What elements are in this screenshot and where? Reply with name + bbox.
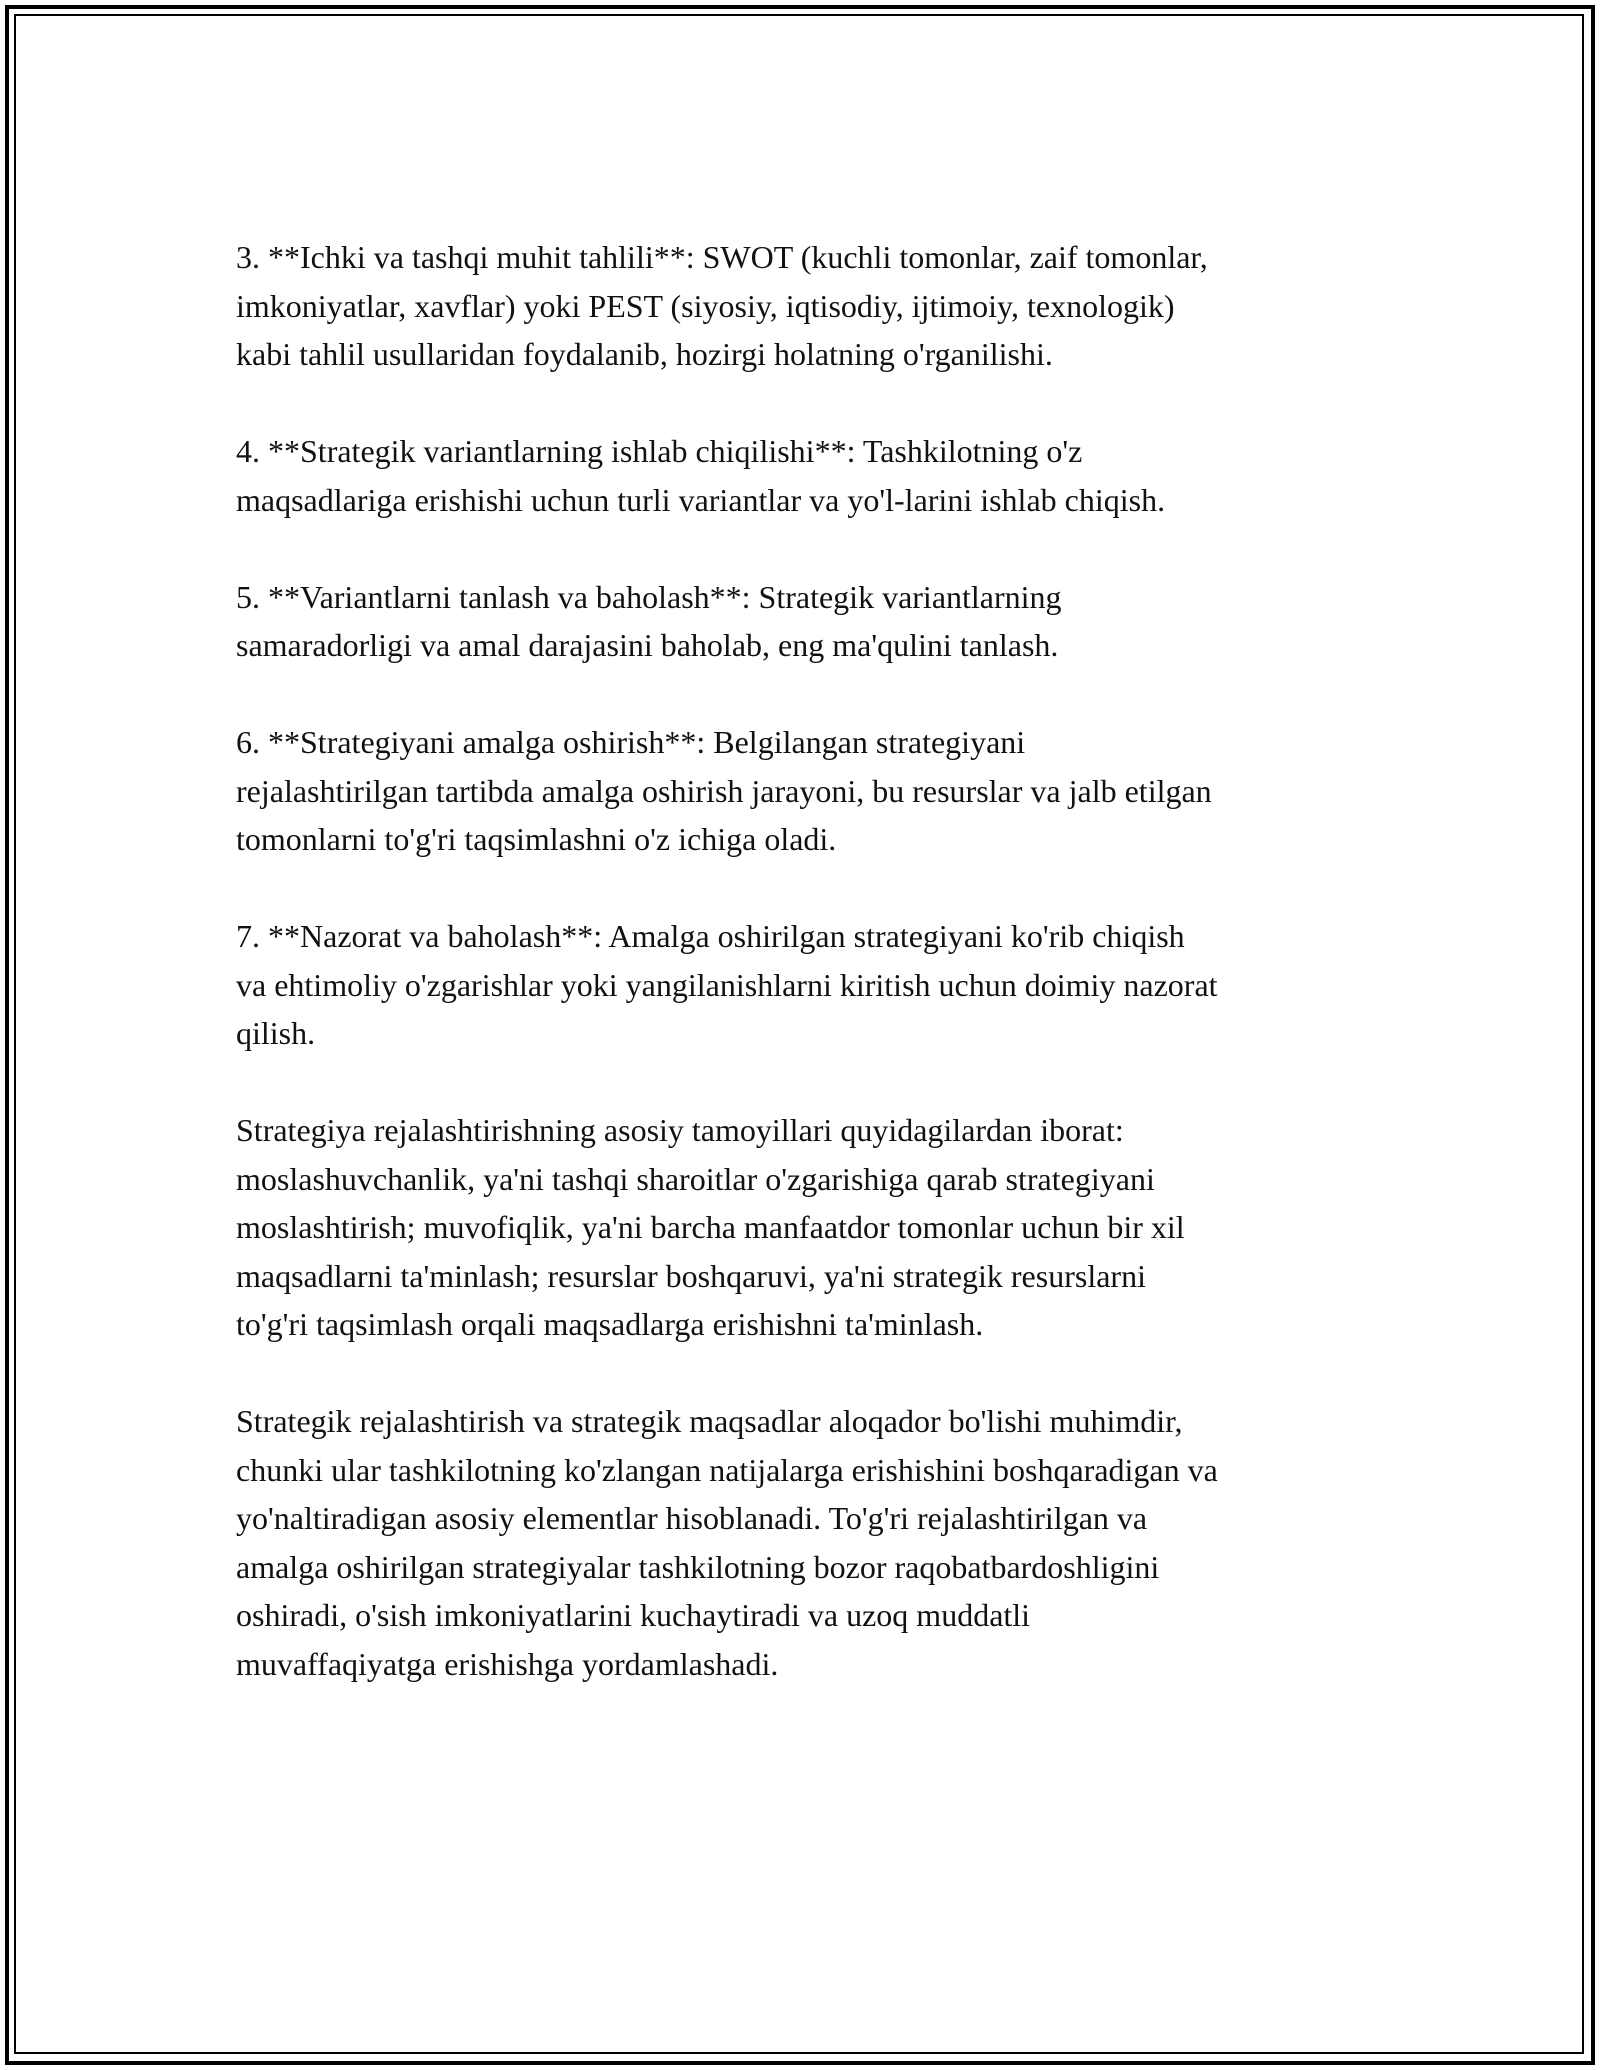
paragraph-step-4: 4. **Strategik variantlarning ishlab chiqilishi**: Tashkilotning o'z maqsadlariga erishishi uchun turli variantlar va yo'l-larini ishlab chiqish. [236, 433, 1166, 518]
paragraph-conclusion: Strategik rejalashtirish va strategik maqsadlar aloqador bo'lishi muhimdir, chunki ular tashkilotning ko'zlangan natijalarga erishishini boshqaradigan va yo'naltiradigan asosiy elementlar hisoblanadi. To'g'ri rejalashtirilgan va amalga oshirilgan strategiyalar tashkilotning bozor raqobatbardoshligini oshiradi, o'sish imkoniyatlarini kuchaytiradi va uzoq muddatli muvaffaqiyatga erishishga yordamlashadi. [236, 1403, 1218, 1682]
paragraph-step-6: 6. **Strategiyani amalga oshirish**: Belgilangan strategiyani rejalashtirilgan tartibda amalga oshirish jarayoni, bu resurslar va jalb etilgan tomonlarni to'g'ri taqsimlashni o'z ichiga oladi. [236, 724, 1212, 857]
document-body [236, 233, 1376, 1688]
paragraph-step-7: 7. **Nazorat va baholash**: Amalga oshirilgan strategiyani ko'rib chiqish va ehtimoliy o'zgarishlar yoki yangilanishlarni kiritish uchun doimiy nazorat qilish. [236, 918, 1218, 1051]
paragraph-principles: Strategiya rejalashtirishning asosiy tamoyillari quyidagilardan iborat: moslashuvchanlik, ya'ni tashqi sharoitlar o'zgarishiga qarab strategiyani moslashtirish; muvofiqlik, ya'ni barcha manfaatdor tomonlar uchun bir xil maqsadlarni ta'minlash; resurslar boshqaruvi, ya'ni strategik resurslarni to'g'ri taqsimlash orqali maqsadlarga erishishni ta'minlash. [236, 1112, 1185, 1342]
paragraph-step-5: 5. **Variantlarni tanlash va baholash**: Strategik variantlarning samaradorligi va amal darajasini baholab, eng ma'qulini tanlash. [236, 578, 1062, 663]
paragraph-step-3: 3. **Ichki va tashqi muhit tahlili**: SWOT (kuchli tomonlar, zaif tomonlar, imkoniyatlar, xavflar) yoki PEST (siyosiy, iqtisodiy, ijtimoiy, texnologik) kabi tahlil usullaridan foydalanib, hozirgi holatning o'rganilishi. [236, 239, 1208, 372]
